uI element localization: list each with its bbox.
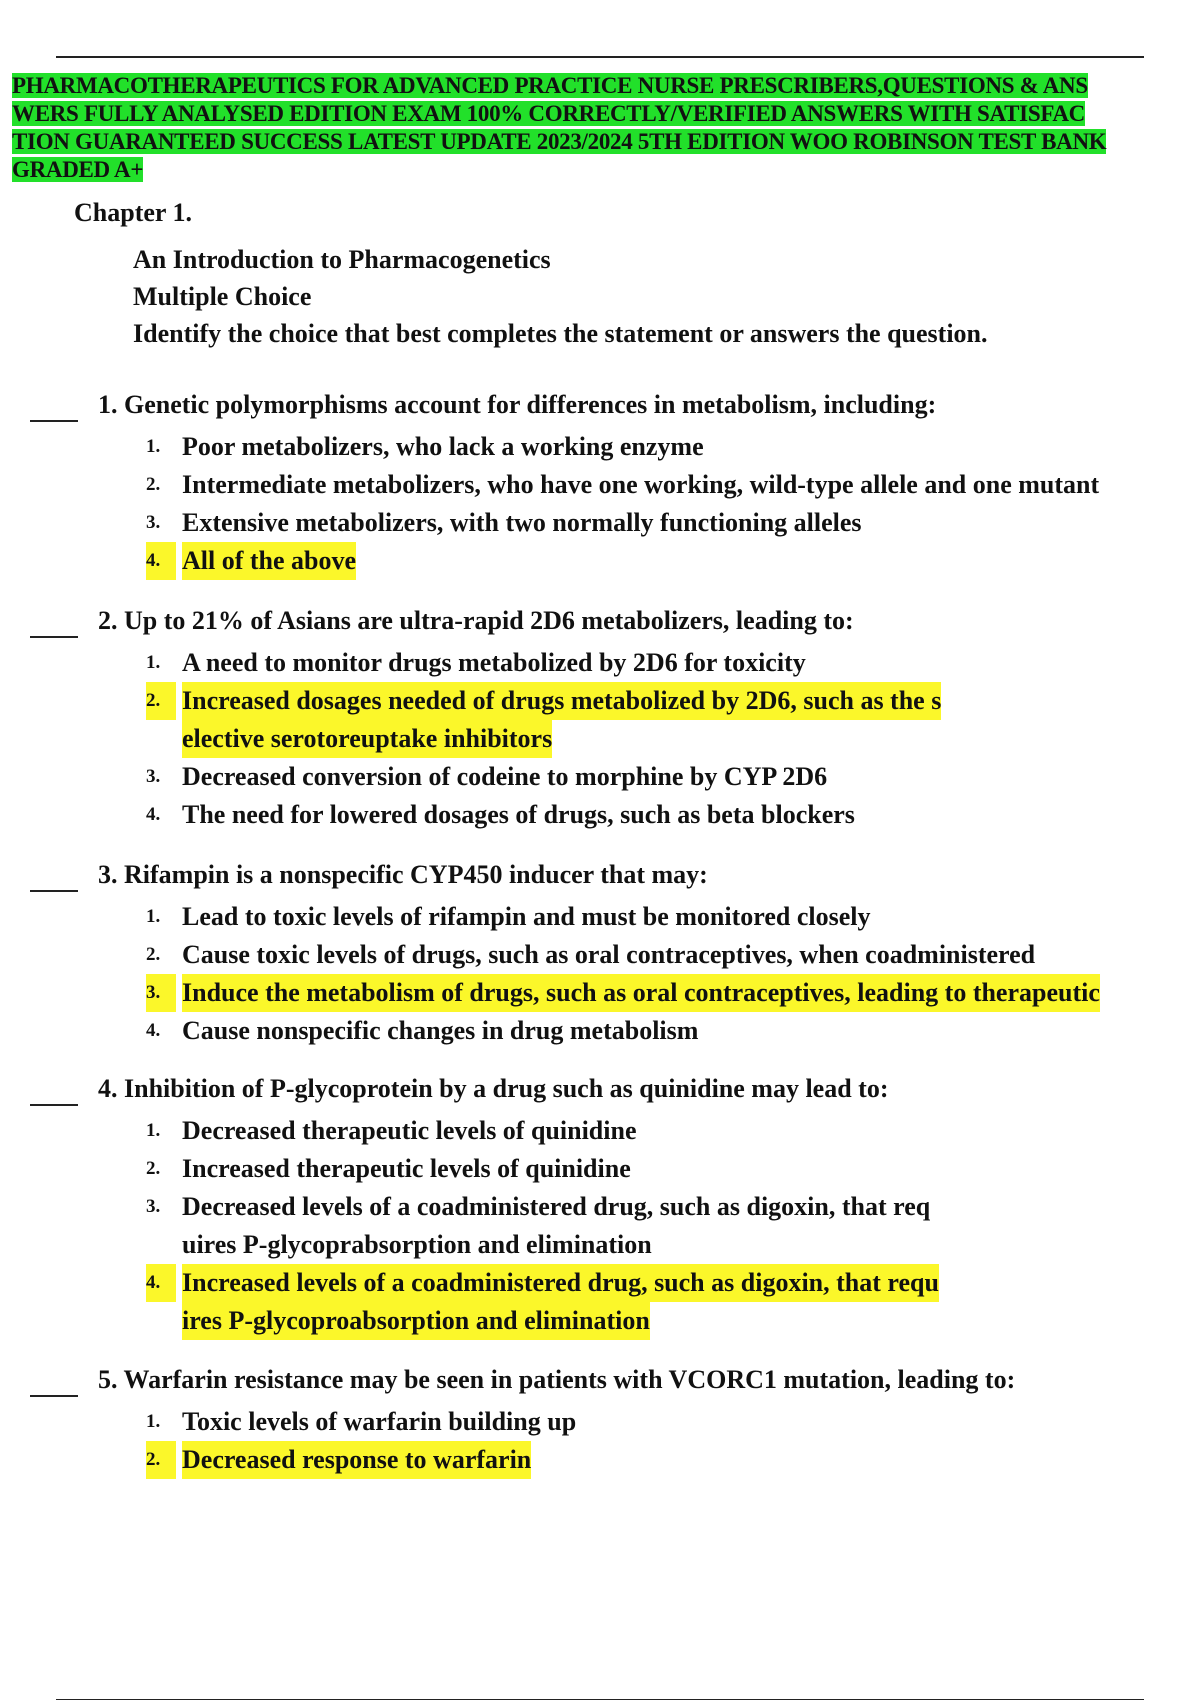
choice-list (30, 428, 1190, 580)
choice-text: All of the above (182, 542, 356, 580)
choice-list (30, 898, 1190, 1050)
choice-text-continued: elective serotoreuptake inhibitors (182, 720, 552, 758)
choice-number: 3. (146, 974, 176, 1012)
choice-text: Decreased therapeutic levels of quinidine (182, 1116, 637, 1145)
answer-blank[interactable] (30, 1395, 78, 1397)
document-title-banner (12, 72, 1197, 184)
question-stem: 5. Warfarin resistance may be seen in patients with VCORC1 mutation, leading to: (98, 1365, 1016, 1394)
answer-blank[interactable] (30, 1104, 78, 1106)
choice-number: 3. (146, 1196, 161, 1217)
choice-item (30, 1188, 1190, 1264)
choice-number: 2. (146, 1158, 161, 1179)
choice-number: 3. (146, 512, 161, 533)
chapter-heading: Chapter 1. (74, 198, 192, 227)
choice-number: 1. (146, 1411, 161, 1432)
choice-text: Increased therapeutic levels of quinidine (182, 1154, 631, 1183)
answer-blank[interactable] (30, 420, 78, 422)
question-5 (30, 1365, 1190, 1479)
choice-item-correct (30, 1441, 1190, 1479)
choice-text: Decreased response to warfarin (182, 1441, 531, 1479)
choice-item (30, 428, 1190, 466)
choice-number: 4. (146, 1020, 161, 1041)
question-stem: 4. Inhibition of P-glycoprotein by a drug such as quinidine may lead to: (98, 1074, 889, 1103)
choice-item (30, 504, 1190, 542)
choice-number: 1. (146, 1120, 161, 1141)
choice-text: Lead to toxic levels of rifampin and must be monitored closely (182, 902, 871, 931)
choice-text: Induce the metabolism of drugs, such as oral contraceptives, leading to therapeutic (182, 974, 1100, 1012)
choice-number: 1. (146, 906, 161, 927)
choice-item-correct (30, 542, 1190, 580)
choice-number: 2. (146, 944, 161, 965)
banner-line: TION GUARANTEED SUCCESS LATEST UPDATE 2023/2024 5TH EDITION WOO ROBINSON TEST BANK (12, 129, 1107, 154)
section-label: Multiple Choice (133, 282, 312, 311)
answer-blank[interactable] (30, 890, 78, 892)
choice-item (30, 466, 1190, 504)
choice-text: Intermediate metabolizers, who have one working, wild-type allele and one mutant (182, 470, 1100, 499)
choice-number: 4. (146, 1264, 176, 1302)
question-1 (30, 390, 1190, 580)
choice-number: 1. (146, 652, 161, 673)
choice-text: A need to monitor drugs metabolized by 2D6 for toxicity (182, 648, 806, 677)
choice-list (30, 1112, 1190, 1340)
choice-item (30, 1112, 1190, 1150)
choice-text: Decreased conversion of codeine to morphine by CYP 2D6 (182, 762, 828, 791)
choice-item-correct (30, 682, 1190, 758)
choice-text: The need for lowered dosages of drugs, such as beta blockers (182, 800, 855, 829)
question-stem: 1. Genetic polymorphisms account for differences in metabolism, including: (98, 390, 937, 419)
question-4 (30, 1074, 1190, 1340)
answer-blank[interactable] (30, 636, 78, 638)
choice-item (30, 1403, 1190, 1441)
chapter-title: An Introduction to Pharmacogenetics (133, 245, 551, 274)
choice-text: Increased levels of a coadministered drug, such as digoxin, that requ (182, 1264, 939, 1302)
choice-number: 2. (146, 1441, 176, 1479)
choice-text-continued: uires P-glycoprabsorption and elimination (182, 1230, 652, 1259)
question-3 (30, 860, 1190, 1050)
choice-item (30, 644, 1190, 682)
choice-list (30, 1403, 1190, 1479)
choice-number: 1. (146, 436, 161, 457)
instruction-text: Identify the choice that best completes the statement or answers the question. (133, 319, 988, 348)
choice-item-correct (30, 974, 1190, 1012)
choice-number: 4. (146, 804, 161, 825)
choice-item (30, 758, 1190, 796)
choice-item-correct (30, 1264, 1190, 1340)
choice-item (30, 1012, 1190, 1050)
banner-line: PHARMACOTHERAPEUTICS FOR ADVANCED PRACTICE NURSE PRESCRIBERS,QUESTIONS & ANS (12, 73, 1088, 98)
choice-number: 4. (146, 542, 176, 580)
question-stem: 3. Rifampin is a nonspecific CYP450 inducer that may: (98, 860, 708, 889)
banner-line: GRADED A+ (12, 157, 144, 182)
choice-number: 3. (146, 766, 161, 787)
choice-list (30, 644, 1190, 834)
choice-text: Toxic levels of warfarin building up (182, 1407, 577, 1436)
top-divider (56, 56, 1144, 58)
choice-item (30, 898, 1190, 936)
banner-line: WERS FULLY ANALYSED EDITION EXAM 100% CORRECTLY/VERIFIED ANSWERS WITH SATISFAC (12, 101, 1085, 126)
choice-item (30, 1150, 1190, 1188)
choice-text: Cause toxic levels of drugs, such as oral contraceptives, when coadministered (182, 940, 1036, 969)
choice-text: Extensive metabolizers, with two normally functioning alleles (182, 508, 862, 537)
choice-text: Poor metabolizers, who lack a working enzyme (182, 432, 704, 461)
choice-item (30, 796, 1190, 834)
question-stem: 2. Up to 21% of Asians are ultra-rapid 2D6 metabolizers, leading to: (98, 606, 854, 635)
choice-number: 2. (146, 474, 161, 495)
question-2 (30, 606, 1190, 834)
choice-text: Decreased levels of a coadministered drug, such as digoxin, that req (182, 1192, 931, 1221)
choice-number: 2. (146, 682, 176, 720)
choice-text: Increased dosages needed of drugs metabolized by 2D6, such as the s (182, 682, 941, 720)
chapter-intro (133, 241, 988, 352)
choice-text: Cause nonspecific changes in drug metabolism (182, 1016, 699, 1045)
choice-item (30, 936, 1190, 974)
choice-text-continued: ires P-glycoproabsorption and elimination (182, 1302, 650, 1340)
